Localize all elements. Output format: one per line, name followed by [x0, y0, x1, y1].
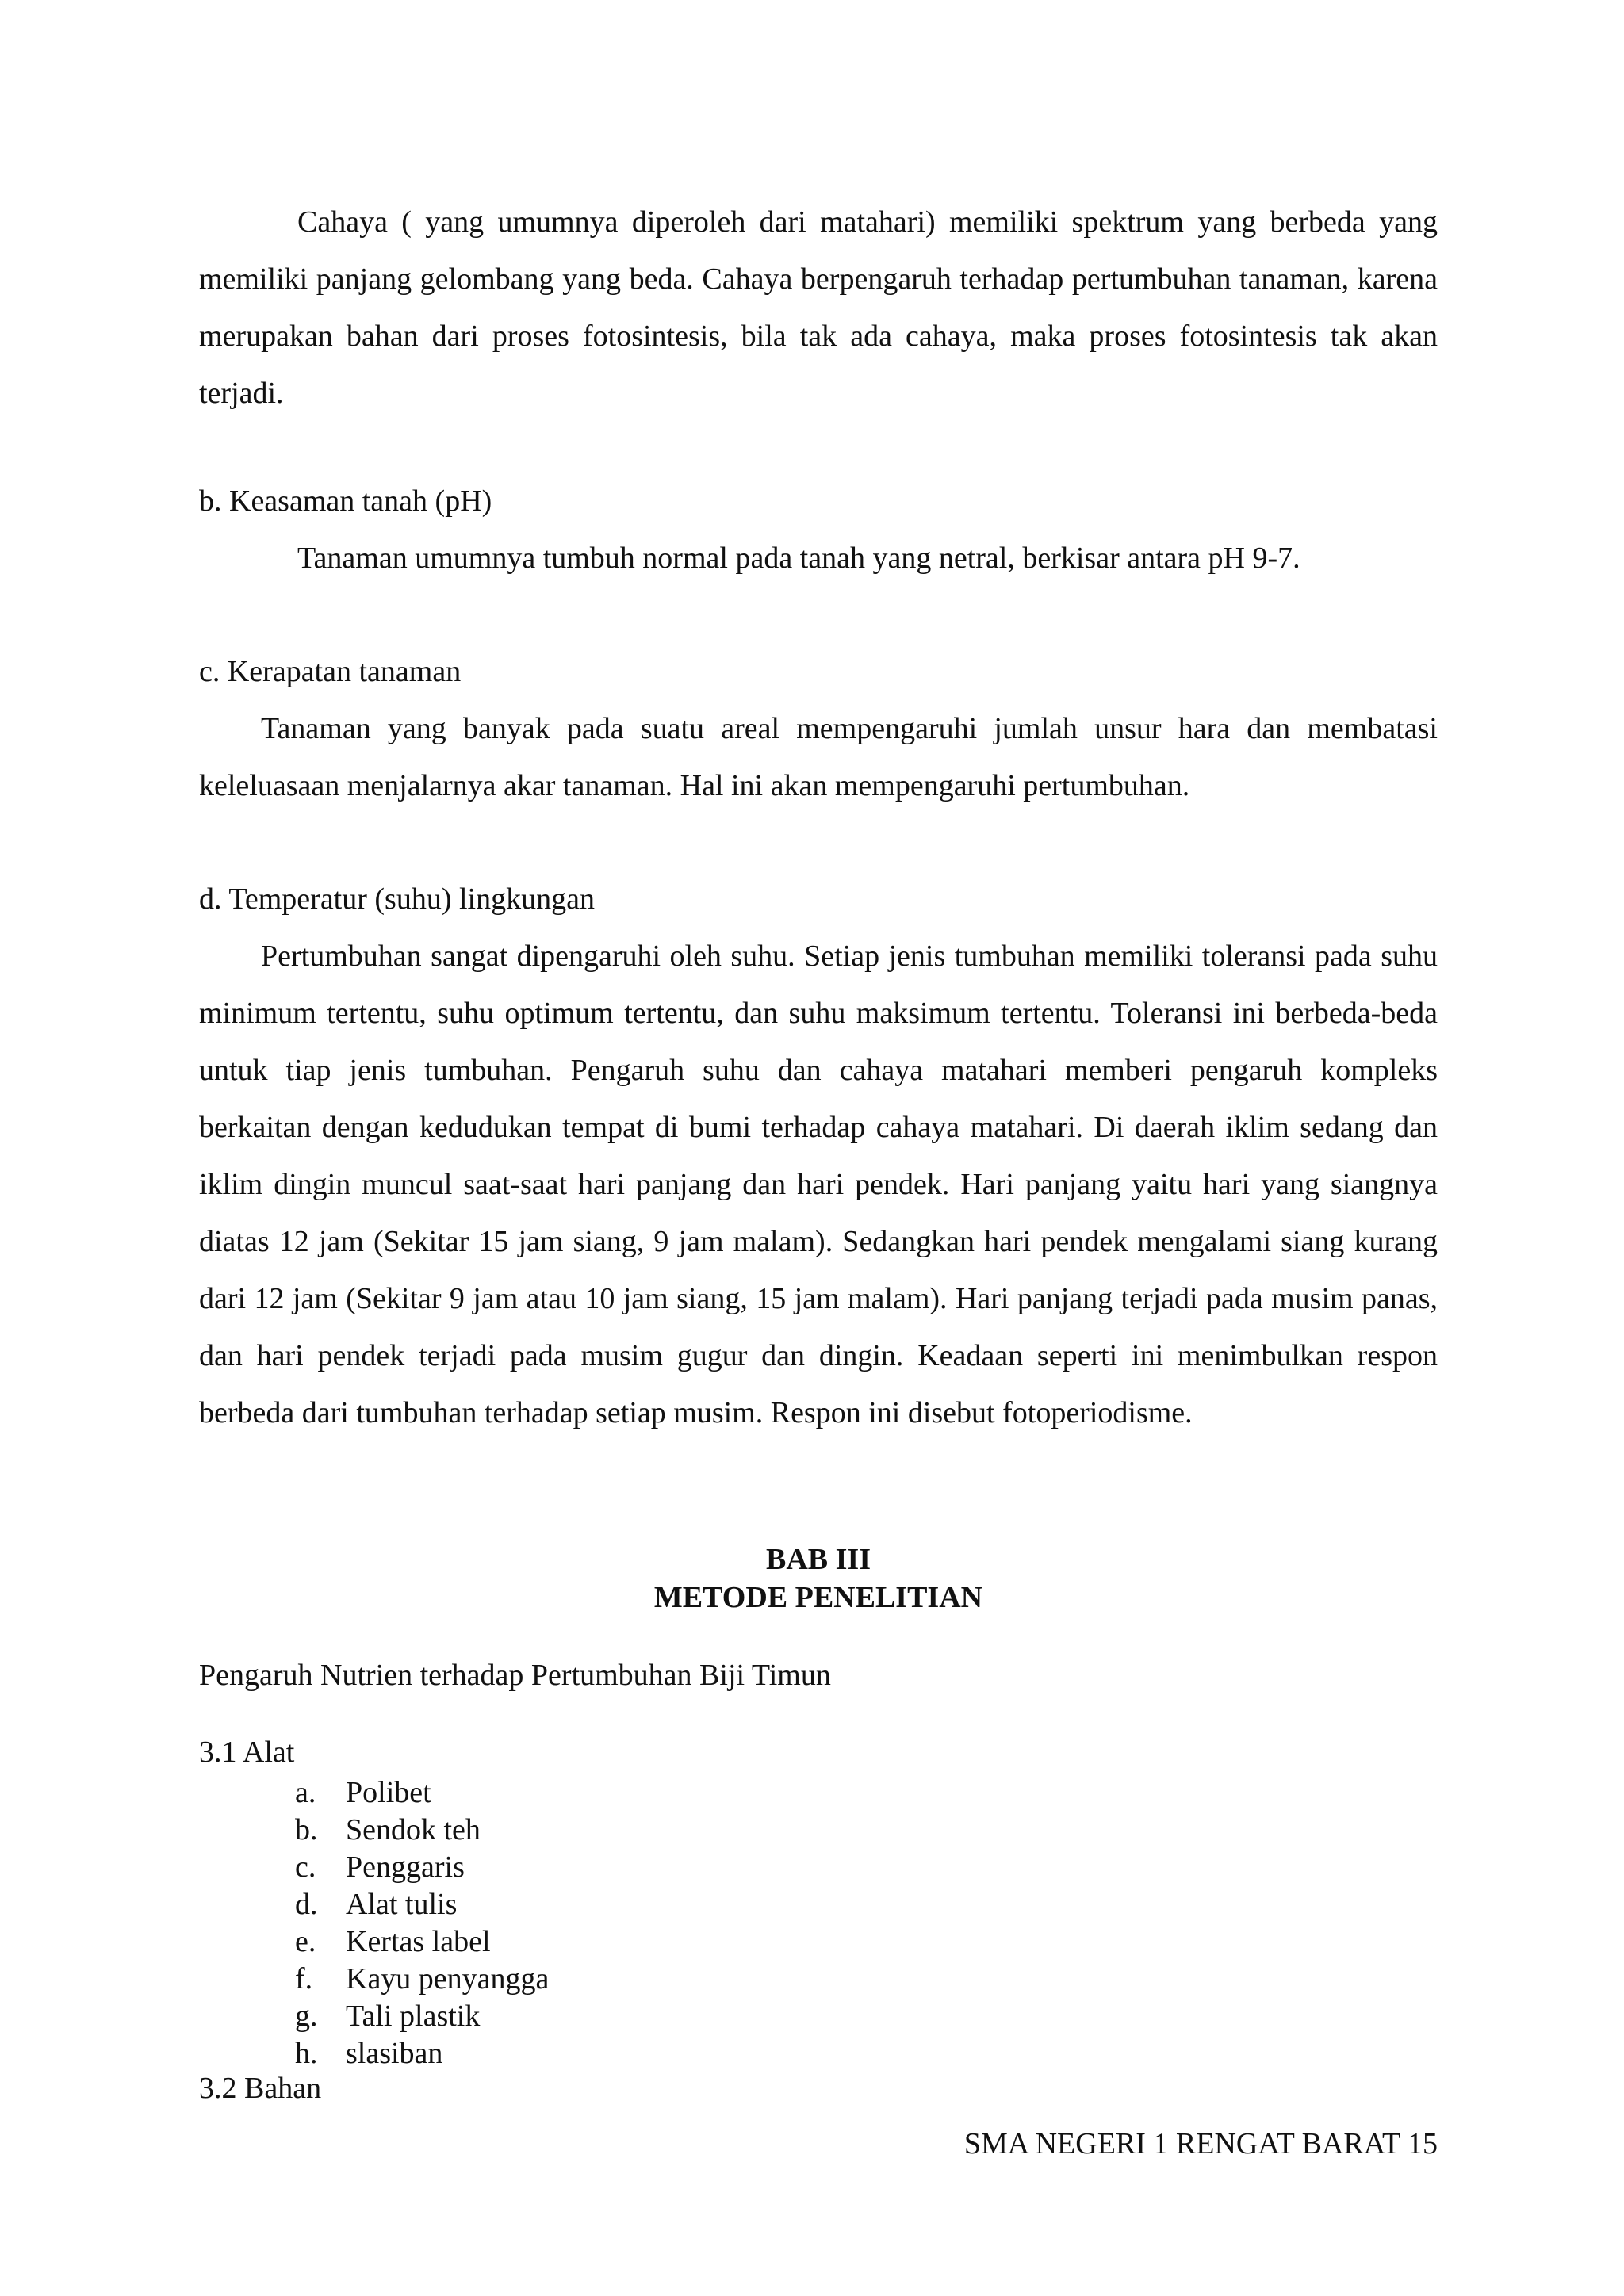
paragraph-keasaman-tanah: Tanaman umumnya tumbuh normal pada tanah yang netral, berkisar antara pH 9-7. [297, 541, 1300, 575]
list-marker: c. [295, 1850, 316, 1884]
list-marker: a. [295, 1776, 316, 1809]
heading-keasaman-tanah: b. Keasaman tanah (pH) [199, 484, 492, 518]
list-item-text: Kayu penyangga [346, 1962, 550, 1996]
list-item [295, 1849, 549, 1886]
list-item [295, 1961, 549, 1998]
list-item-text: Polibet [346, 1776, 431, 1809]
list-marker: b. [295, 1813, 318, 1846]
list-item [295, 1886, 549, 1923]
heading-bahan: 3.2 Bahan [199, 2072, 322, 2105]
page-footer: SMA NEGERI 1 RENGAT BARAT 15 [963, 2127, 1438, 2160]
paragraph-temperatur: Pertumbuhan sangat dipengaruhi oleh suhu. Setiap jenis tumbuhan memiliki toleransi pada suhu minimum tertentu, suhu optimum tertentu, dan suhu maksimum tertentu. Toleransi ini berbeda-beda untuk tiap jenis tumbuhan. Pengaruh suhu dan cahaya matahari memberi pengaruh kompleks berkaitan dengan kedudukan tempat di bumi terhadap cahaya matahari. Di daerah iklim sedang dan iklim dingin muncul saat-saat hari panjang dan hari pendek. Hari panjang yaitu hari yang siangnya diatas 12 jam (Sekitar 15 jam siang, 9 jam malam). Sedangkan hari pendek mengalami siang kurang dari 12 jam (Sekitar 9 jam atau 10 jam siang, 15 jam malam). Hari panjang terjadi pada musim panas, dan hari pendek terjadi pada musim gugur dan dingin. Keadaan seperti ini menimbulkan respon berbeda dari tumbuhan terhadap setiap musim. Respon ini disebut fotoperiodisme. [199, 939, 1438, 1429]
heading-kerapatan-tanaman: c. Kerapatan tanaman [199, 655, 462, 688]
list-item [295, 1774, 549, 1812]
list-item-text: Sendok teh [346, 1813, 481, 1846]
list-item-text: Penggaris [346, 1850, 465, 1884]
paragraph-kerapatan-tanaman: Tanaman yang banyak pada suatu areal mempengaruhi jumlah unsur hara dan membatasi keleluasaan menjalarnya akar tanaman. Hal ini akan mempengaruhi pertumbuhan. [199, 712, 1438, 802]
list-marker: e. [295, 1925, 316, 1958]
list-marker: g. [295, 1999, 318, 2033]
heading-alat: 3.1 Alat [199, 1735, 295, 1769]
list-item [295, 1923, 549, 1961]
list-item [295, 2035, 549, 2072]
list-item [295, 1812, 549, 1849]
heading-temperatur: d. Temperatur (suhu) lingkungan [199, 882, 595, 916]
research-title: Pengaruh Nutrien terhadap Pertumbuhan Biji Timun [199, 1659, 831, 1692]
list-item [295, 1998, 549, 2035]
list-item-text: slasiban [346, 2037, 443, 2070]
list-item-text: Kertas label [346, 1925, 491, 1958]
list-item-text: Alat tulis [346, 1888, 458, 1921]
chapter-number: BAB III [766, 1543, 871, 1576]
list-marker: h. [295, 2037, 318, 2070]
alat-list [295, 1774, 549, 2072]
list-marker: f. [295, 1962, 313, 1996]
paragraph-cahaya: Cahaya ( yang umumnya diperoleh dari matahari) memiliki spektrum yang berbeda yang memiliki panjang gelombang yang beda. Cahaya berpengaruh terhadap pertumbuhan tanaman, karena merupakan bahan dari proses fotosintesis, bila tak ada cahaya, maka proses fotosintesis tak akan terjadi. [199, 205, 1438, 410]
list-marker: d. [295, 1888, 318, 1921]
chapter-title: METODE PENELITIAN [653, 1581, 983, 1614]
list-item-text: Tali plastik [346, 1999, 481, 2033]
